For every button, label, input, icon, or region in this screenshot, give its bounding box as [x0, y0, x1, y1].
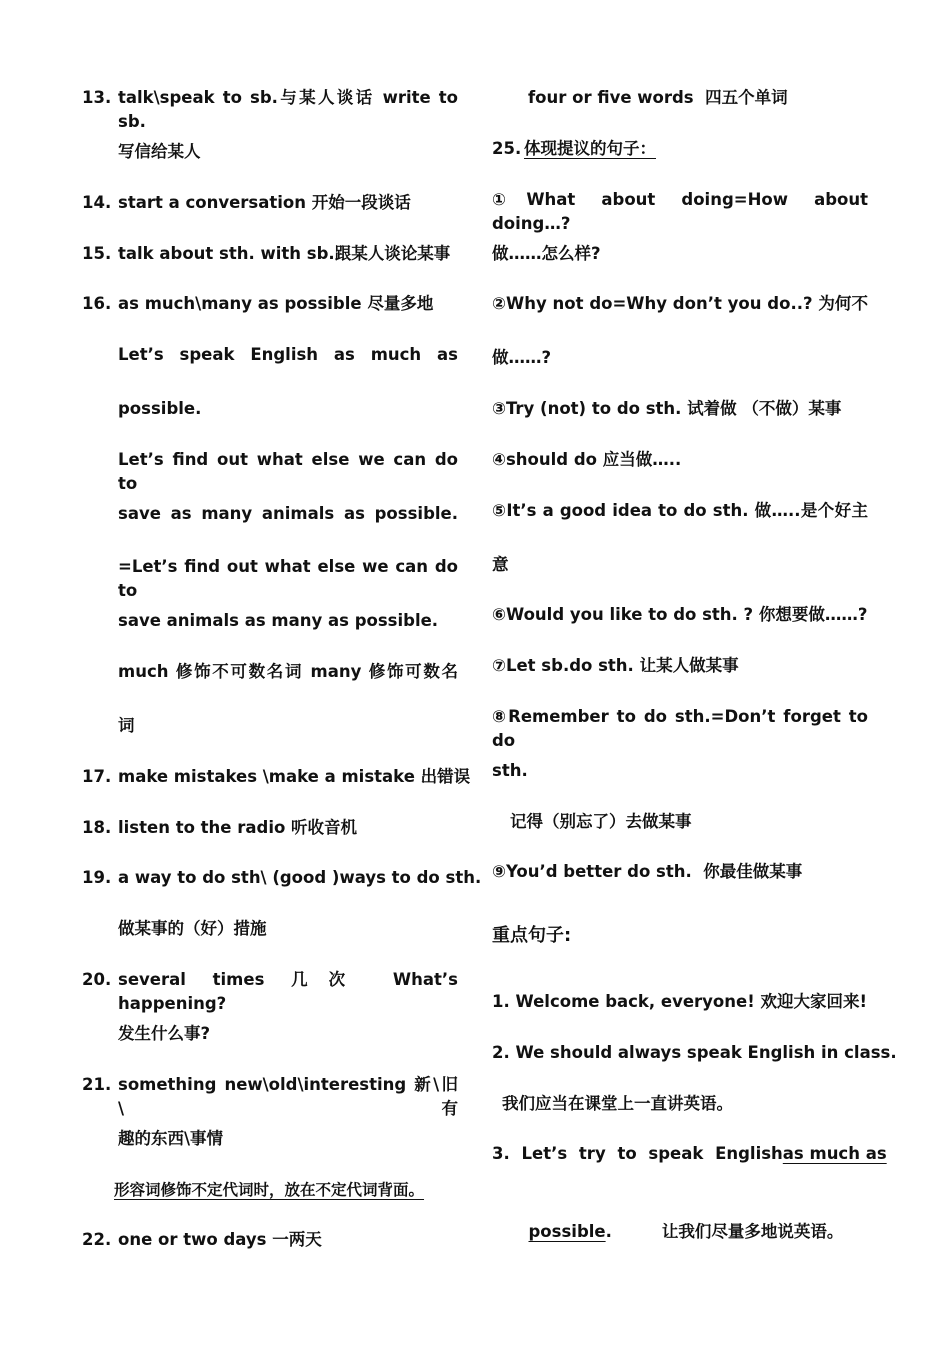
item-16-line-5: save as many animals as possible. [118, 504, 458, 523]
suggestion-5-line-1: ⑤It’s a good idea to do sth. 做…..是个好主 [492, 501, 868, 520]
item-21-line-1: something new\old\interesting 新\旧\有 [118, 1075, 458, 1118]
suggestion-1-line-1: ①What about doing=How about doing…? [492, 190, 868, 233]
suggestion-2-line-2: 做……? [492, 348, 552, 367]
item-14-line-1: start a conversation 开始一段谈话 [118, 193, 411, 212]
item-16-line-2: Let’s speak English as much as [118, 345, 458, 364]
suggestion-8-translation: 记得（别忘了）去做某事 [510, 812, 692, 831]
item-16-line-6: =Let’s find out what else we can do to [118, 557, 458, 600]
suggestion-4: ④should do 应当做….. [492, 450, 682, 469]
key-sentence-3-line-1 [492, 1142, 887, 1166]
suggestion-2-line-1: ②Why not do=Why don’t you do..? 为何不 [492, 294, 868, 313]
item-16-line-9: 词 [118, 716, 135, 735]
key-sentence-3-translation: 让我们尽量多地说英语。 [661, 1222, 844, 1241]
item-16-line-7: save animals as many as possible. [118, 611, 439, 630]
item-number: 13. [82, 88, 112, 107]
suggestion-8-line-2: sth. [492, 761, 528, 780]
suggestion-1-line-2: 做……怎么样? [492, 244, 601, 263]
item-19-line-2: 做某事的（好）措施 [118, 919, 267, 938]
key-sentence-3-text: 3. Let’s try to speak English [492, 1144, 783, 1163]
item-number: 18. [82, 818, 112, 837]
item-19-line-1: a way to do sth\ (good )ways to do sth. [118, 868, 482, 887]
item-16-line-8: much 修饰不可数名词 many 修饰可数名 [118, 662, 458, 681]
item-number: 16. [82, 294, 112, 313]
suggestion-5-line-2: 意 [492, 555, 509, 574]
item-16-line-4: Let’s find out what else we can do to [118, 450, 458, 493]
item-number: 22. [82, 1230, 112, 1249]
suggestion-9: ⑨You’d better do sth. 你最佳做某事 [492, 862, 803, 881]
item-13-line-1: talk\speak to sb.与某人谈话 write to sb. [118, 88, 458, 131]
item-16-line-3: possible. [118, 399, 202, 418]
item-18-line-1: listen to the radio 听收音机 [118, 818, 358, 837]
item-number: 21. [82, 1075, 112, 1094]
key-sentence-3-underlined-2: possible [528, 1222, 606, 1241]
item-number: 15. [82, 244, 112, 263]
item-number: 25. [492, 139, 522, 158]
suggestion-6: ⑥Would you like to do sth. ? 你想要做……? [492, 605, 868, 624]
item-number: 17. [82, 767, 112, 786]
suggestion-8-line-1: ⑧Remember to do sth.=Don’t forget to do [492, 707, 868, 750]
key-sentence-1: 1. Welcome back, everyone! 欢迎大家回来! [492, 992, 868, 1011]
item-20-line-2: 发生什么事? [118, 1024, 211, 1043]
key-sentence-2: 2. We should always speak English in class. [492, 1043, 897, 1062]
key-sentence-2-translation: 我们应当在课堂上一直讲英语。 [502, 1094, 733, 1113]
item-20-line-1: several times 几次 What’s happening? [118, 970, 458, 1013]
key-sentence-3-period: . [605, 1222, 612, 1241]
item-24-continuation: four or five words 四五个单词 [528, 88, 788, 107]
item-17-line-1: make mistakes \make a mistake 出错误 [118, 767, 471, 786]
item-25-title: 体现提议的句子： [524, 139, 656, 158]
item-number: 20. [82, 970, 112, 989]
suggestion-7: ⑦Let sb.do sth. 让某人做某事 [492, 656, 739, 675]
suggestion-3: ③Try (not) to do sth. 试着做 （不做）某事 [492, 399, 842, 418]
item-16-line-1: as much\many as possible 尽量多地 [118, 294, 434, 313]
key-sentence-3-underlined: as much as [782, 1144, 887, 1163]
section-heading: 重点句子: [492, 925, 572, 946]
item-22-line-1: one or two days 一两天 [118, 1230, 322, 1249]
item-number: 14. [82, 193, 112, 212]
item-13-line-2: 写信给某人 [118, 142, 201, 161]
key-sentence-3-line-2 [517, 1196, 843, 1244]
item-number: 19. [82, 868, 112, 887]
item-15-line-1: talk about sth. with sb.跟某人谈论某事 [118, 244, 451, 263]
item-21-line-2: 趣的东西\事情 [118, 1129, 224, 1148]
item-21-note: 形容词修饰不定代词时，放在不定代词背面。 [114, 1181, 425, 1199]
